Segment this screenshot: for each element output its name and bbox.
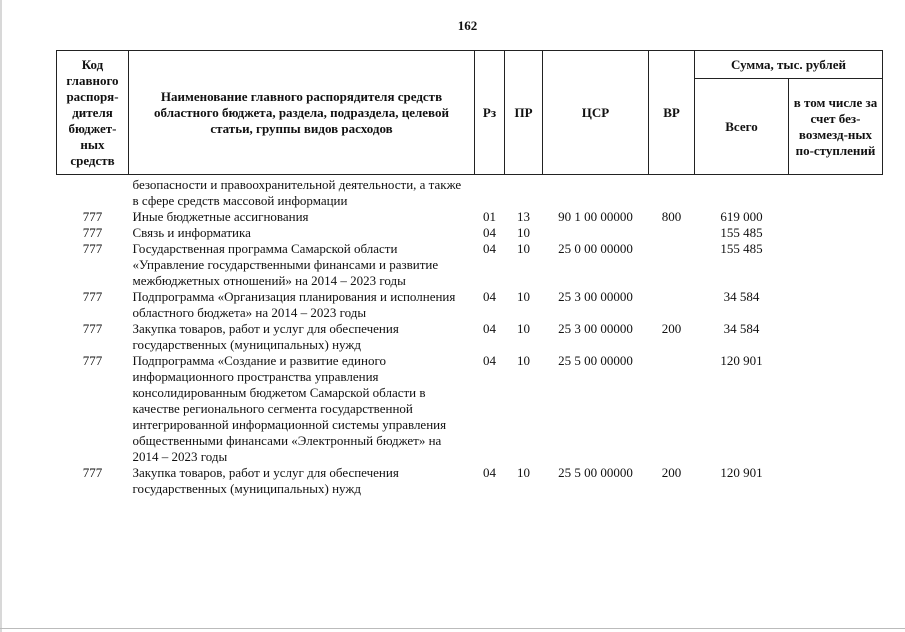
- cell-csr: 25 0 00 00000: [558, 241, 633, 256]
- cell-vr: 800: [661, 209, 682, 224]
- cell-vr: [649, 175, 695, 210]
- cell-including: [789, 289, 883, 321]
- cell-csr: [543, 225, 649, 241]
- cell-name: Подпрограмма «Создание и развитие единого информационного пространства управления консолидированным бюджетом Самарской области в качестве регионального сегмента государственной интегрированной информационной системы управления общественными финансами «Электронный бюджет» на 2014 – 2023 годы: [132, 353, 447, 464]
- header-csr: ЦСР: [543, 51, 649, 175]
- cell-total: [695, 175, 789, 210]
- header-rz: Рз: [475, 51, 505, 175]
- cell-code: 777: [82, 465, 103, 480]
- cell-total: 155 485: [720, 225, 763, 240]
- cell-pr: 10: [517, 465, 530, 480]
- cell-vr: 200: [661, 465, 682, 480]
- cell-code: 777: [82, 241, 103, 256]
- cell-vr: [649, 353, 695, 465]
- cell-csr: 90 1 00 00000: [558, 209, 633, 224]
- cell-total: 619 000: [720, 209, 763, 224]
- cell-csr: 25 3 00 00000: [558, 289, 633, 304]
- page-number: 162: [457, 18, 478, 33]
- table-row: [57, 241, 883, 289]
- header-sum-group: Сумма, тыс. рублей: [695, 51, 883, 79]
- cell-code: 777: [82, 209, 103, 224]
- table-row: [57, 465, 883, 497]
- cell-including: [789, 321, 883, 353]
- cell-total: 34 584: [723, 321, 760, 336]
- cell-including: [789, 209, 883, 225]
- cell-name: Закупка товаров, работ и услуг для обеспечения государственных (муниципальных) нужд: [132, 465, 399, 496]
- cell-csr: 25 5 00 00000: [558, 465, 633, 480]
- cell-code: 777: [82, 289, 103, 304]
- cell-pr: 10: [517, 321, 530, 336]
- cell-name: Закупка товаров, работ и услуг для обеспечения государственных (муниципальных) нужд: [132, 321, 399, 352]
- cell-rz: 04: [483, 289, 496, 304]
- cell-rz: 01: [483, 209, 496, 224]
- cell-vr: [649, 225, 695, 241]
- table-body: [57, 175, 883, 498]
- cell-name: Связь и информатика: [132, 225, 251, 240]
- cell-including: [789, 175, 883, 210]
- cell-rz: 04: [483, 241, 496, 256]
- cell-rz: 04: [483, 465, 496, 480]
- cell-vr: [649, 241, 695, 289]
- table-header: [57, 51, 883, 175]
- scan-bottom-line: [0, 628, 905, 629]
- cell-total: 120 901: [720, 465, 763, 480]
- table-row: [57, 209, 883, 225]
- table-row: [57, 175, 883, 210]
- cell-rz: 04: [483, 321, 496, 336]
- header-pr: ПР: [505, 51, 543, 175]
- header-including: в том числе за счет без-возмезд-ных по-ступлений: [789, 79, 883, 175]
- cell-total: 34 584: [723, 289, 760, 304]
- cell-pr: 10: [517, 241, 530, 256]
- cell-csr: 25 5 00 00000: [558, 353, 633, 368]
- cell-pr: 10: [517, 225, 530, 240]
- cell-including: [789, 465, 883, 497]
- cell-including: [789, 353, 883, 465]
- cell-pr: 13: [517, 209, 530, 224]
- cell-name: безопасности и правоохранительной деятельности, а также в сфере средств массовой информации: [132, 177, 462, 208]
- cell-code: 777: [82, 321, 103, 336]
- cell-rz: 04: [483, 225, 496, 240]
- cell-name: Иные бюджетные ассигнования: [132, 209, 309, 224]
- table-row: [57, 289, 883, 321]
- cell-pr: 10: [517, 289, 530, 304]
- cell-vr: [649, 289, 695, 321]
- cell-code: 777: [82, 353, 103, 368]
- cell-vr: 200: [661, 321, 682, 336]
- cell-rz: [475, 175, 505, 210]
- cell-csr: [543, 175, 649, 210]
- header-name: Наименование главного распорядителя средств областного бюджета, раздела, подраздела, целевой статьи, группы видов расходов: [129, 51, 475, 175]
- budget-table: [56, 50, 883, 497]
- cell-name: Государственная программа Самарской области «Управление государственными финансами и развитие межбюджетных отношений» на 2014 – 2023 годы: [132, 241, 439, 288]
- scan-edge: [0, 0, 2, 632]
- cell-name: Подпрограмма «Организация планирования и исполнения областного бюджета» на 2014 – 2023 годы: [132, 289, 456, 320]
- header-code: Код главного распоря-дителя бюджет-ных средств: [57, 51, 129, 175]
- cell-total: 120 901: [720, 353, 763, 368]
- table-row: [57, 321, 883, 353]
- cell-pr: [505, 175, 543, 210]
- cell-including: [789, 225, 883, 241]
- header-vr: ВР: [649, 51, 695, 175]
- cell-rz: 04: [483, 353, 496, 368]
- table-row: [57, 353, 883, 465]
- cell-code: 777: [82, 225, 103, 240]
- cell-csr: 25 3 00 00000: [558, 321, 633, 336]
- cell-code: [57, 175, 129, 210]
- cell-total: 155 485: [720, 241, 763, 256]
- cell-pr: 10: [517, 353, 530, 368]
- header-total: Всего: [695, 79, 789, 175]
- table-row: [57, 225, 883, 241]
- cell-including: [789, 241, 883, 289]
